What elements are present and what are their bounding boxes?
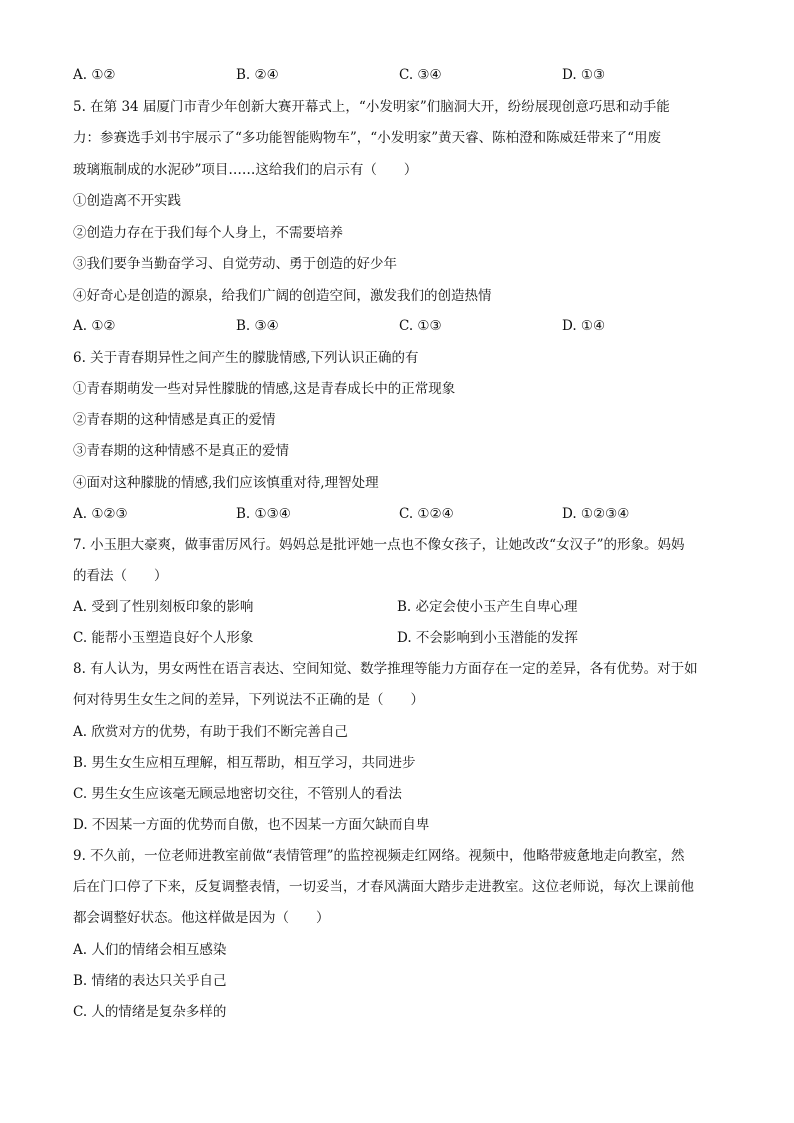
q6-options (73, 505, 733, 523)
q8-option-a: A. 欣赏对方的优势，有助于我们不断完善自己 (73, 724, 348, 740)
q7-option-c: C. 能帮小玉塑造良好个人形象 (73, 630, 254, 646)
q5-stem-line-2: 力：参赛选手刘书宇展示了“多功能智能购物车”，“小发明家”黄天睿、陈柏澄和陈威廷带来了“用废 (73, 130, 662, 146)
q4-option-a: A. ①② (73, 67, 116, 83)
q8-option-d: D. 不因某一方面的优势而自傲，也不因某一方面欠缺而自卑 (73, 817, 430, 833)
q7-options-row-1 (73, 598, 733, 616)
q6-option-c: C. ①②④ (399, 506, 454, 522)
q6-statement-2: ②青春期的这种情感是真正的爱情 (73, 412, 276, 428)
q7-option-b: B. 必定会使小玉产生自卑心理 (397, 599, 578, 615)
q5-stem-line-1: 5. 在第 34 届厦门市青少年创新大赛开幕式上，“小发明家”们脑洞大开，纷纷展现创意巧思和动手能 (73, 99, 670, 115)
q9-stem-line-3: 都会调整好状态。他这样做是因为（ ） (73, 910, 330, 926)
q9-stem-line-2: 后在门口停了下来，反复调整表情，一切妥当，才春风满面大踏步走进教室。这位老师说，每次上课前他 (73, 879, 694, 895)
q9-option-a: A. 人们的情绪会相互感染 (73, 942, 227, 958)
q5-options (73, 317, 733, 335)
q5-option-a: A. ①② (73, 318, 116, 334)
q6-option-b: B. ①③④ (236, 506, 291, 522)
q7-stem-line-1: 7. 小玉胆大豪爽，做事雷厉风行。妈妈总是批评她一点也不像女孩子，让她改改“女汉子”的形象。妈妈 (73, 537, 685, 553)
q6-statement-3: ③青春期的这种情感不是真正的爱情 (73, 443, 289, 459)
q9-stem-line-1: 9. 不久前，一位老师进教室前做“表情管理”的监控视频走红网络。视频中，他略带疲惫地走向教室，然 (73, 848, 685, 864)
q4-option-c: C. ③④ (399, 67, 442, 83)
q6-option-a: A. ①②③ (73, 506, 128, 522)
q7-option-a: A. 受到了性别刻板印象的影响 (73, 599, 254, 615)
q8-option-b: B. 男生女生应相互理解，相互帮助，相互学习，共同进步 (73, 755, 416, 771)
q5-stem-line-3: 玻璃瓶制成的水泥砂”项目……这给我们的启示有（ ） (73, 162, 418, 178)
q8-stem-line-1: 8. 有人认为，男女两性在语言表达、空间知觉、数学推理等能力方面存在一定的差异，各有优势。对于如 (73, 661, 698, 677)
q5-option-b: B. ③④ (236, 318, 279, 334)
q5-statement-4: ④好奇心是创造的源泉，给我们广阔的创造空间，激发我们的创造热情 (73, 288, 492, 304)
q8-stem-line-2: 何对待男生女生之间的差异，下列说法不正确的是（ ） (73, 692, 424, 708)
q7-options-row-2 (73, 629, 733, 647)
q5-option-d: D. ①④ (562, 318, 606, 334)
q7-stem-line-2: 的看法（ ） (73, 568, 168, 584)
q6-statement-1: ①青春期萌发一些对异性朦胧的情感,这是青春成长中的正常现象 (73, 381, 456, 397)
q5-statement-1: ①创造离不开实践 (73, 193, 181, 209)
q4-option-d: D. ①③ (562, 67, 606, 83)
q5-option-c: C. ①③ (399, 318, 442, 334)
q4-option-b: B. ②④ (236, 67, 279, 83)
q7-option-d: D. 不会影响到小玉潜能的发挥 (397, 630, 578, 646)
q8-option-c: C. 男生女生应该毫无顾忌地密切交往，不管别人的看法 (73, 786, 402, 802)
q6-option-d: D. ①②③④ (562, 506, 630, 522)
q6-statement-4: ④面对这种朦胧的情感,我们应该慎重对待,理智处理 (73, 475, 379, 491)
q9-option-b: B. 情绪的表达只关乎自己 (73, 973, 227, 989)
q9-option-c: C. 人的情绪是复杂多样的 (73, 1004, 227, 1020)
q6-stem: 6. 关于青春期异性之间产生的朦胧情感,下列认识正确的有 (73, 350, 419, 366)
q4-options (73, 66, 733, 84)
q5-statement-3: ③我们要争当勤奋学习、自觉劳动、勇于创造的好少年 (73, 256, 397, 272)
q5-statement-2: ②创造力存在于我们每个人身上，不需要培养 (73, 225, 343, 241)
